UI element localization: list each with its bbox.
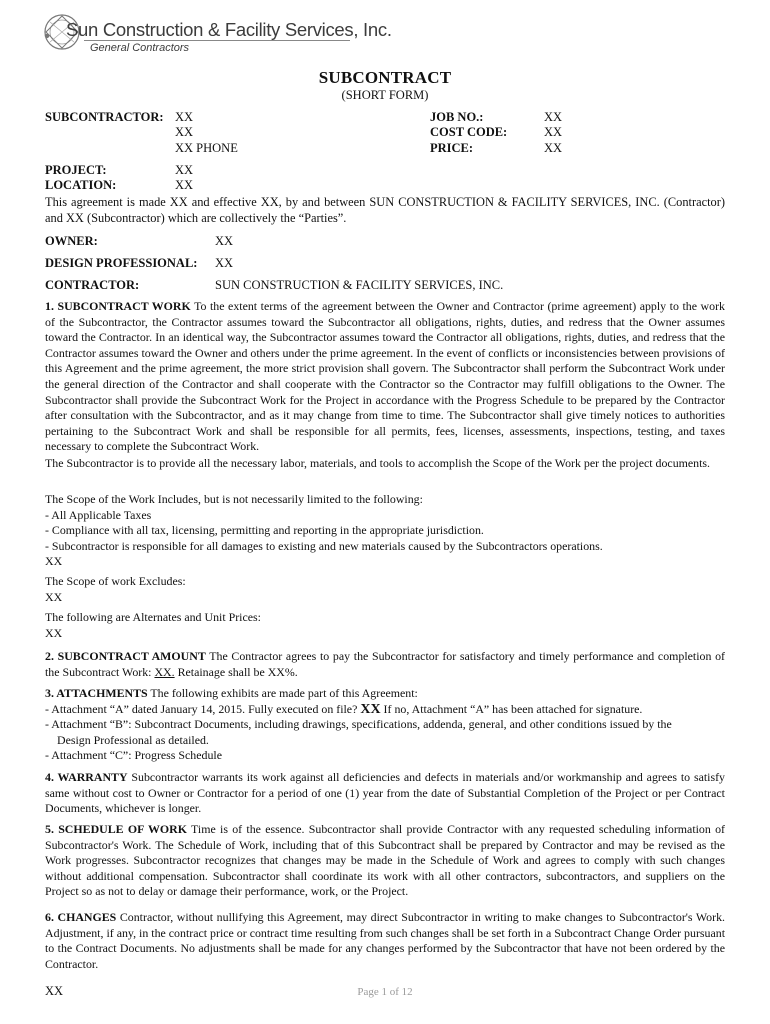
- subcontractor-phone: XX PHONE: [175, 141, 238, 155]
- logo-divider: [84, 40, 350, 41]
- scope-item: - Compliance with all tax, licensing, permitting and reporting in the appropriate jurisdiction.: [45, 523, 484, 538]
- attachment-a-note: If no, Attachment “A” has been attached for signature.: [380, 701, 643, 716]
- scope-item: - All Applicable Taxes: [45, 507, 152, 522]
- section-3-attachments: [45, 686, 725, 764]
- alternates-label: The following are Alternates and Unit Prices:: [45, 610, 261, 624]
- design-professional-value: XX: [215, 256, 234, 270]
- section-2-body: The Contractor agrees to pay the Subcontractor for satisfactory and timely performance and completion of the Subcontract Work:: [45, 649, 725, 679]
- document-subtitle: (SHORT FORM): [341, 88, 429, 102]
- section-6-changes: [45, 910, 725, 972]
- attachment-b-continued: Design Professional as detailed.: [57, 732, 209, 747]
- scope-excludes-label: The Scope of work Excludes:: [45, 574, 186, 588]
- job-no-value: XX: [544, 110, 563, 124]
- contractor-value: SUN CONSTRUCTION & FACILITY SERVICES, INC.: [215, 278, 504, 292]
- subcontractor-address: XX: [175, 125, 194, 139]
- section-3-body: The following exhibits are made part of this Agreement:: [147, 686, 418, 700]
- cost-code-label: COST CODE:: [430, 125, 508, 139]
- company-logo: [36, 8, 392, 60]
- price-value: XX: [544, 141, 563, 155]
- subcontractor-label: SUBCONTRACTOR:: [45, 110, 164, 124]
- company-name: Sun Construction & Facility Services, Inc.: [66, 19, 392, 40]
- retainage-text: Retainage shall be XX%.: [174, 664, 298, 679]
- owner-value: XX: [215, 234, 234, 248]
- intro-paragraph: This agreement is made XX and effective XX, by and between SUN CONSTRUCTION & FACILITY SERVICES, INC. (Contractor) and XX (Subcontractor) which are collectively the “Parties”.: [45, 195, 725, 225]
- project-label: PROJECT:: [45, 163, 107, 177]
- section-6-heading: 6. CHANGES: [45, 910, 117, 924]
- alternates: [45, 610, 725, 641]
- company-tagline: General Contractors: [90, 42, 190, 54]
- section-5-heading: 5. SCHEDULE OF WORK: [45, 822, 187, 836]
- section-4-body: Subcontractor warrants its work against all deficiencies and defects in materials and/or workmanship and agrees to satisfy same without cost to Owner or Contractor for a period of one (1) year from the date of Substantial Completion of the Project or per Contract Documents, whichever is longer.: [45, 770, 725, 816]
- page-number: Page 1 of 12: [357, 986, 413, 998]
- section-6-body: Contractor, without nullifying this Agreement, may direct Subcontractor in writing to make changes to Subcontractor's Work. Adjustment, if any, in the contract price or contract time resulting from such changes shall be set forth in a Subcontract Change Order pursuant to the Contract Documents. No adjustments shall be made for any changes performed by the Subcontractor that have not been ordered by the Contractor.: [45, 910, 725, 971]
- design-professional-label: DESIGN PROFESSIONAL:: [45, 256, 198, 270]
- owner-label: OWNER:: [45, 234, 98, 248]
- contractor-label: CONTRACTOR:: [45, 278, 140, 292]
- attachment-a: - Attachment “A” dated January 14, 2015. Fully executed on file?: [45, 701, 361, 716]
- scope-excludes-value: XX: [45, 589, 63, 604]
- price-label: PRICE:: [430, 141, 474, 155]
- attachment-a-status: XX: [360, 701, 381, 717]
- section-3-heading: 3. ATTACHMENTS: [45, 686, 148, 700]
- subcontractor-name: XX: [175, 110, 194, 124]
- subcontract-amount: XX.: [154, 664, 175, 679]
- labor-paragraph: The Subcontractor is to provide all the necessary labor, materials, and tools to accomplish the Scope of the Work per the project documents.: [45, 456, 711, 470]
- document-title: SUBCONTRACT: [318, 68, 452, 87]
- location-value: XX: [175, 178, 194, 192]
- attachment-c: - Attachment “C”: Progress Schedule: [45, 748, 222, 763]
- scope-item: - Subcontractor is responsible for all damages to existing and new materials caused by the Subcontractors operations.: [45, 538, 603, 553]
- scope-value: XX: [45, 554, 63, 569]
- job-no-label: JOB NO.:: [430, 110, 484, 124]
- section-4-heading: 4. WARRANTY: [45, 770, 128, 784]
- section-5-schedule-of-work: [45, 822, 725, 900]
- attachment-b: - Attachment “B”: Subcontract Documents, including drawings, specifications, addenda, general, and other conditions issued by the: [45, 717, 672, 732]
- section-4-warranty: [45, 770, 725, 817]
- section-1-body: To the extent terms of the agreement between the Owner and Contractor (prime agreement) apply to the work of the Subcontractor, the Contractor assumes toward the Subcontractor all obligations, rights, duties, and redress that the Owner assumes toward the Contractor. In an identical way, the Subcontractor assumes toward the Contractor all obligations, rights, duties, and redress that the Contractor assumes toward the Owner and others under the prime agreement. In the event of conflicts or inconsistencies between provisions of this Agreement and the prime agreement, the more strict provision shall govern. The Subcontractor shall perform the Subcontract Work under the general direction of the Contractor and shall cooperate with the Contractor so the Contractor may fulfill obligations to the Owner. The Subcontractor shall provide the Subcontract Work for the Project in accordance with the Progress Schedule to be prepared by the Contractor after consultation with the Subcontractor, and as it may change from time to time. The Subcontractor shall give timely notices to authorities pertaining to the Subcontract Work and shall be responsible for all permits, fees, licenses, assessments, inspections, testing, and taxes necessary to complete the Subcontract Work.: [45, 299, 725, 454]
- scope-includes: [45, 492, 725, 570]
- section-2-subcontract-amount: [45, 649, 725, 680]
- scope-excludes: [45, 574, 725, 605]
- location-label: LOCATION:: [45, 178, 117, 192]
- scope-intro: The Scope of the Work Includes, but is not necessarily limited to the following:: [45, 492, 423, 506]
- section-1-subcontract-work: [45, 299, 725, 455]
- alternates-value: XX: [45, 625, 63, 640]
- footer-initials: XX: [45, 984, 64, 998]
- section-2-heading: 2. SUBCONTRACT AMOUNT: [45, 649, 206, 663]
- project-value: XX: [175, 163, 194, 177]
- section-1-heading: 1. SUBCONTRACT WORK: [45, 299, 191, 313]
- cost-code-value: XX: [544, 125, 563, 139]
- section-5-body: Time is of the essence. Subcontractor shall provide Contractor with any requested scheduling information of Subcontractor's Work. The Schedule of Work, including that of this Subcontract shall be prepared by Contractor and may be revised as the Work progresses. Subcontractor recognizes that changes may be made in the Schedule of Work and agrees to comply with such changes without additional compensation. Subcontractor shall coordinate its work with all other contractors, subcontractors, and suppliers on the Project so as not to delay or damage their performance, work, or the Project.: [45, 822, 725, 899]
